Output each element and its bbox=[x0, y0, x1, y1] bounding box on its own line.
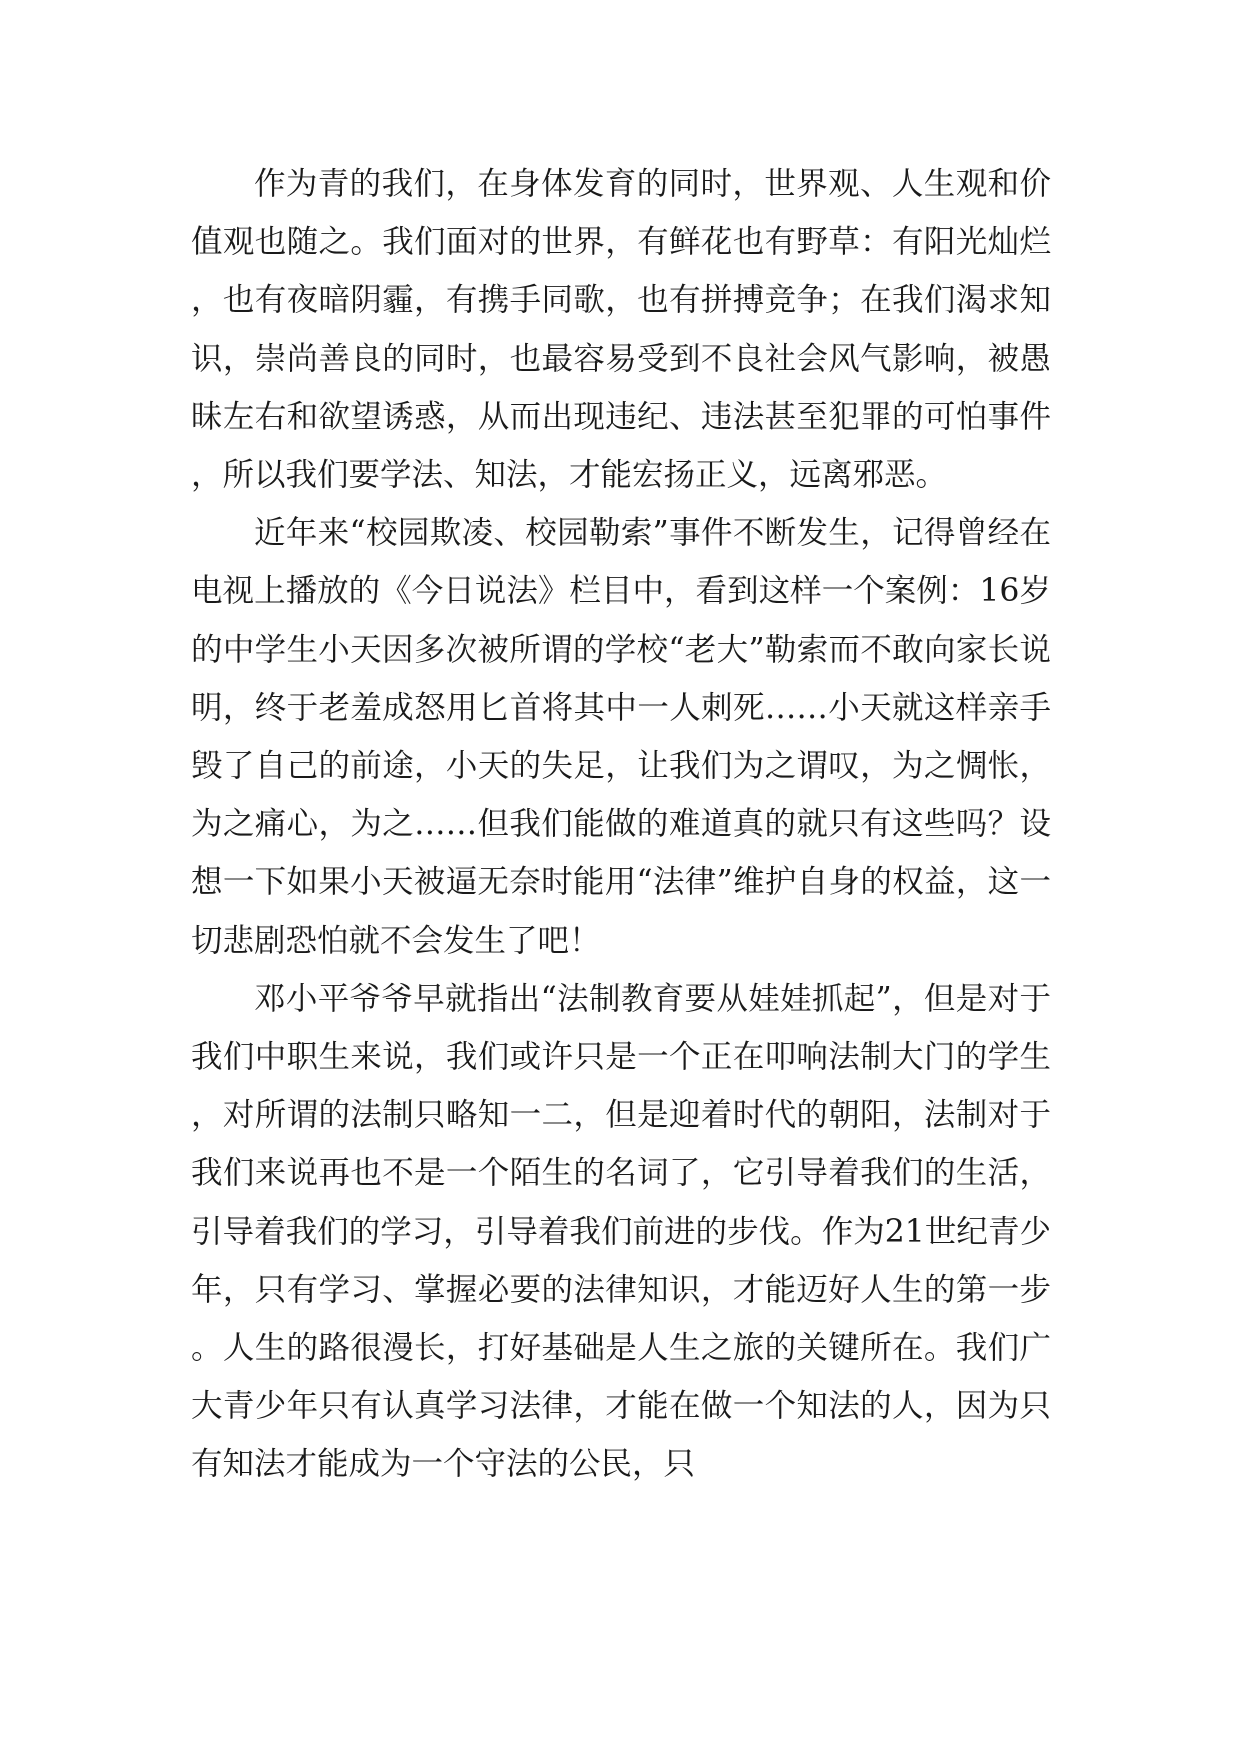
paragraph: 邓小平爷爷早就指出“法制教育要从娃娃抓起”，但是对于我们中职生来说，我们或许只是一个正在叩响法制大门的学生，对所谓的法制只略知一二，但是迎着时代的朝阳，法制对于我们来说再也不是一个陌生的名词了，它引导着我们的生活，引导着我们的学习，引导着我们前进的步伐。作为21世纪青少年，只有学习、掌握必要的法律知识，才能迈好人生的第一步。人生的路很漫长，打好基础是人生之旅的关键所在。我们广大青少年只有认真学习法律，才能在做一个知法的人，因为只有知法才能成为一个守法的公民，只 bbox=[191, 980, 1051, 1483]
document-body bbox=[191, 155, 1051, 1494]
paragraph: 近年来“校园欺凌、校园勒索”事件不断发生，记得曾经在电视上播放的《今日说法》栏目中，看到这样一个案例：16岁的中学生小天因多次被所谓的学校“老大”勒索而不敢向家长说明，终于老羞成怒用匕首将其中一人刺死……小天就这样亲手毁了自己的前途，小天的失足，让我们为之谓叹，为之惆怅，为之痛心，为之……但我们能做的难道真的就只有这些吗？设想一下如果小天被逼无奈时能用“法律”维护自身的权益，这一切悲剧恐怕就不会发生了吧！ bbox=[191, 515, 1051, 959]
paragraph: 作为青的我们，在身体发育的同时，世界观、人生观和价值观也随之。我们面对的世界，有鲜花也有野草：有阳光灿烂，也有夜暗阴霾，有携手同歌，也有拼搏竞争；在我们渴求知识，崇尚善良的同时，也最容易受到不良社会风气影响，被愚昧左右和欲望诱惑，从而出现违纪、违法甚至犯罪的可怕事件，所以我们要学法、知法，才能宏扬正义，远离邪恶。 bbox=[191, 166, 1051, 494]
